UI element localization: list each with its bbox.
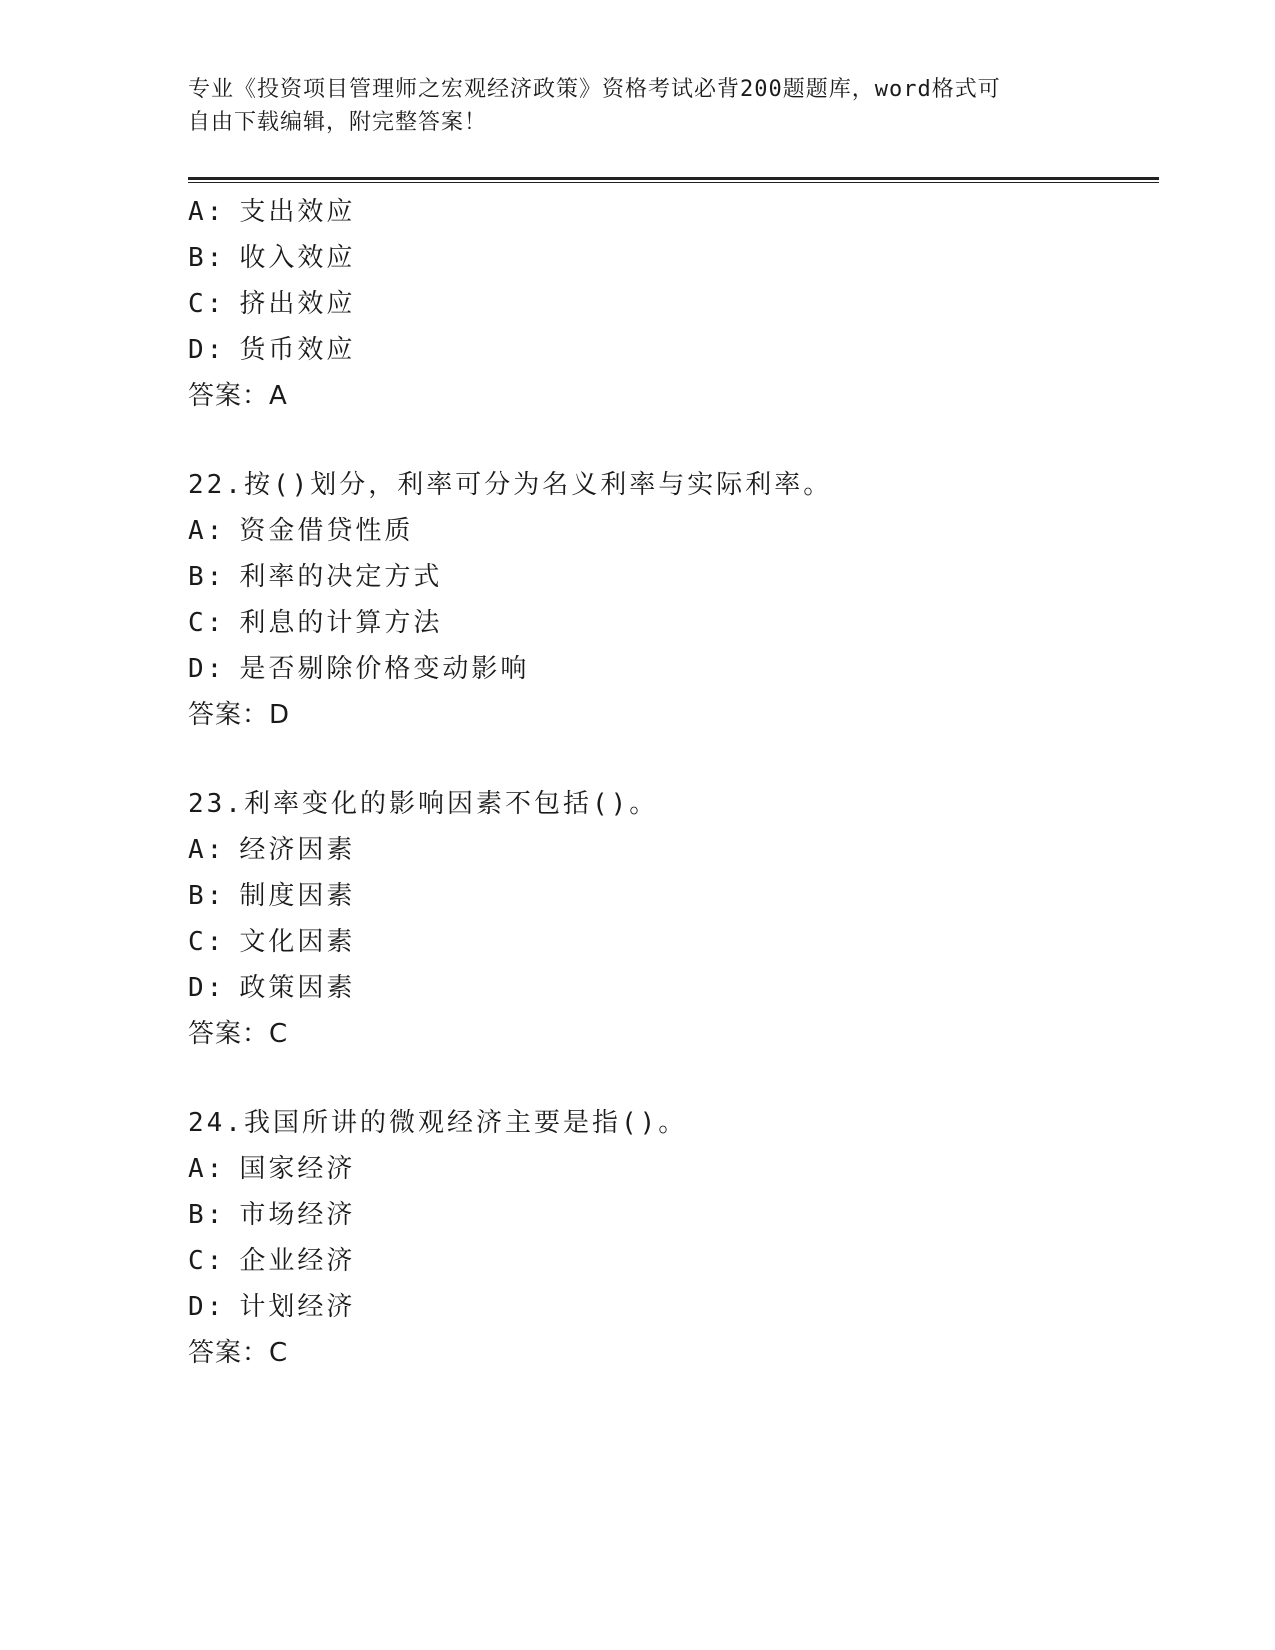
document-header	[188, 73, 1088, 139]
question-block-21	[188, 189, 1148, 419]
option-letter: C:	[188, 608, 226, 638]
option-d	[188, 327, 1148, 373]
question-list	[188, 189, 1148, 1376]
option-letter: D:	[188, 654, 226, 684]
option-letter: C:	[188, 1246, 226, 1276]
option-letter: B:	[188, 243, 226, 273]
option-c	[188, 600, 1148, 646]
option-letter: D:	[188, 973, 226, 1003]
option-text: 利息的计算方法	[239, 608, 443, 638]
option-letter: D:	[188, 335, 226, 365]
option-text: 国家经济	[239, 1154, 356, 1184]
option-d	[188, 965, 1148, 1011]
option-letter: B:	[188, 1200, 226, 1230]
option-b	[188, 873, 1148, 919]
option-d	[188, 1284, 1148, 1330]
option-letter: A:	[188, 197, 226, 227]
spacer	[188, 419, 1148, 462]
option-text: 是否剔除价格变动影响	[239, 654, 530, 684]
answer-line: 答案：D	[188, 700, 291, 730]
option-text: 挤出效应	[239, 289, 356, 319]
option-b	[188, 1192, 1148, 1238]
option-c	[188, 919, 1148, 965]
answer-line: 答案：A	[188, 381, 288, 411]
option-text: 企业经济	[239, 1246, 356, 1276]
option-text: 经济因素	[239, 835, 356, 865]
header-line-2: 自由下载编辑，附完整答案！	[188, 110, 488, 135]
option-text: 收入效应	[239, 243, 356, 273]
header-divider-thick	[188, 177, 1159, 180]
option-a	[188, 1146, 1148, 1192]
option-text: 资金借贷性质	[239, 516, 414, 546]
option-d	[188, 646, 1148, 692]
option-letter: D:	[188, 1292, 226, 1322]
question-text: 23.利率变化的影响因素不包括()。	[188, 789, 659, 819]
answer-line: 答案：C	[188, 1338, 289, 1368]
header-line-1: 专业《投资项目管理师之宏观经济政策》资格考试必背200题题库，word格式可	[188, 77, 1001, 102]
spacer	[188, 738, 1148, 781]
question-text: 22.按()划分，利率可分为名义利率与实际利率。	[188, 470, 833, 500]
option-b	[188, 554, 1148, 600]
option-text: 政策因素	[239, 973, 356, 1003]
option-letter: C:	[188, 927, 226, 957]
option-letter: A:	[188, 516, 226, 546]
option-text: 文化因素	[239, 927, 356, 957]
header-divider-thin	[188, 182, 1159, 183]
question-text: 24.我国所讲的微观经济主要是指()。	[188, 1108, 688, 1138]
option-text: 支出效应	[239, 197, 356, 227]
spacer	[188, 1057, 1148, 1100]
option-text: 货币效应	[239, 335, 356, 365]
option-b	[188, 235, 1148, 281]
option-c	[188, 1238, 1148, 1284]
option-text: 利率的决定方式	[239, 562, 443, 592]
option-text: 计划经济	[239, 1292, 356, 1322]
answer-line: 答案：C	[188, 1019, 289, 1049]
option-text: 市场经济	[239, 1200, 356, 1230]
option-letter: B:	[188, 881, 226, 911]
option-a	[188, 189, 1148, 235]
option-letter: A:	[188, 1154, 226, 1184]
option-c	[188, 281, 1148, 327]
question-block-22	[188, 462, 1148, 738]
option-letter: B:	[188, 562, 226, 592]
option-letter: C:	[188, 289, 226, 319]
option-a	[188, 508, 1148, 554]
option-text: 制度因素	[239, 881, 356, 911]
option-a	[188, 827, 1148, 873]
question-block-23	[188, 781, 1148, 1057]
option-letter: A:	[188, 835, 226, 865]
question-block-24	[188, 1100, 1148, 1376]
